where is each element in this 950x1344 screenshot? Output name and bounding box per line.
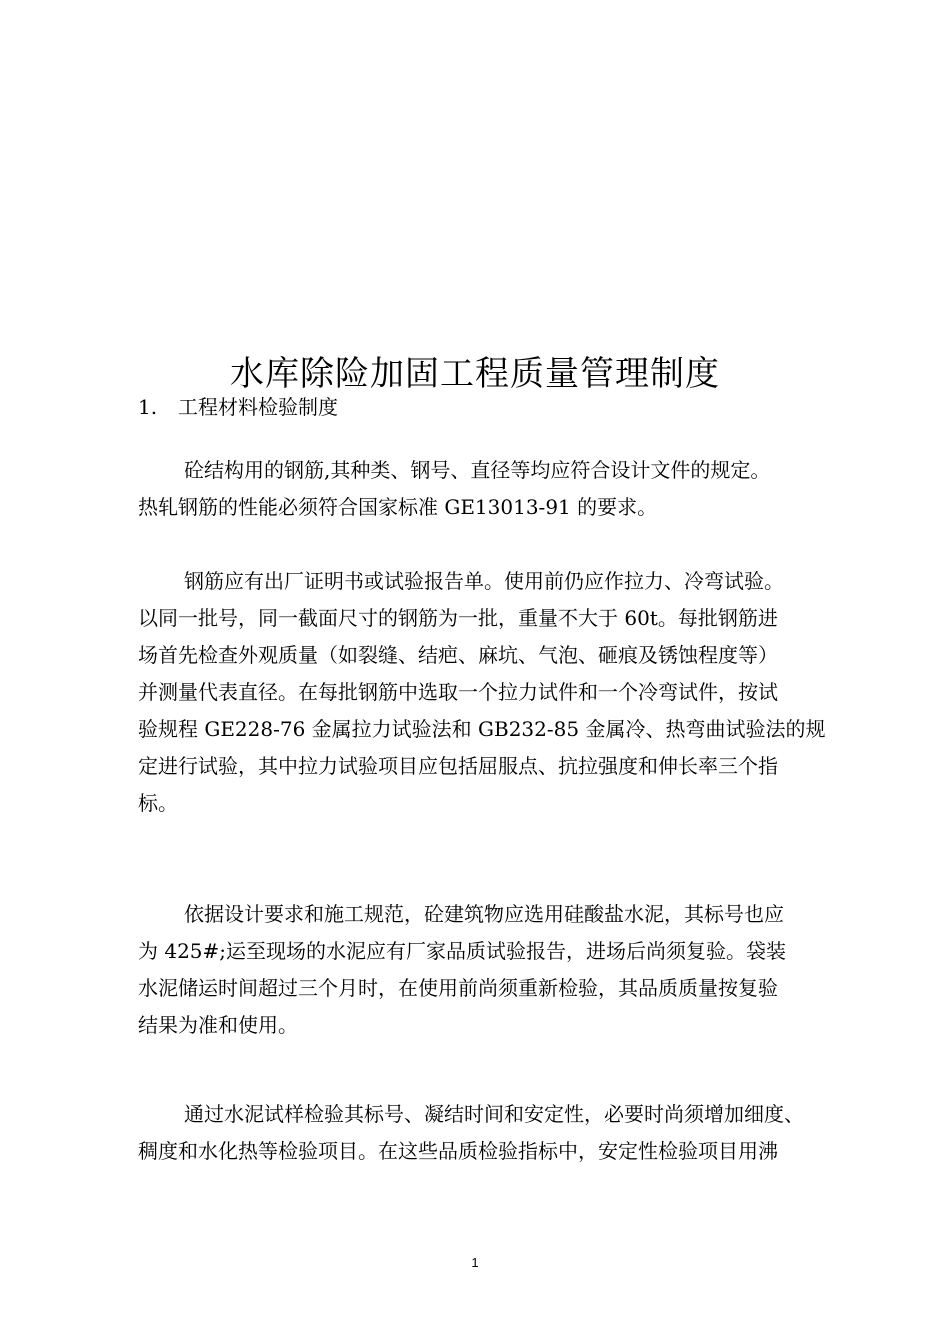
paragraph-line: 定进行试验，其中拉力试验项目应包括屈服点、抗拉强度和伸长率三个指 bbox=[138, 754, 778, 778]
paragraph-4 bbox=[138, 1096, 858, 1170]
paragraph-line: 验规程 GE228-76 金属拉力试验法和 GB232-85 金属冷、热弯曲试验法的规 bbox=[138, 717, 826, 741]
section-heading-text: 工程材料检验制度 bbox=[178, 395, 338, 419]
paragraph-line: 场首先检查外观质量（如裂缝、结疤、麻坑、气泡、砸痕及锈蚀程度等） bbox=[138, 643, 778, 667]
paragraph-line: 热轧钢筋的性能必须符合国家标准 GE13013-91 的要求。 bbox=[138, 495, 658, 519]
paragraph-line: 砼结构用的钢筋,其种类、钢号、直径等均应符合设计文件的规定。 bbox=[184, 458, 771, 482]
section-heading bbox=[138, 393, 338, 421]
paragraph-line: 通过水泥试样检验其标号、凝结时间和安定性，必要时尚须增加细度、 bbox=[184, 1102, 804, 1126]
paragraph-line: 为 425#;运至现场的水泥应有厂家品质试验报告，进场后尚须复验。袋装 bbox=[138, 939, 787, 963]
paragraph-line: 水泥储运时间超过三个月时，在使用前尚须重新检验，其品质质量按复验 bbox=[138, 976, 778, 1000]
paragraph-line: 依据设计要求和施工规范，砼建筑物应选用硅酸盐水泥，其标号也应 bbox=[184, 902, 784, 926]
paragraph-2 bbox=[138, 563, 858, 822]
section-number: 1. bbox=[138, 395, 158, 419]
paragraph-line: 并测量代表直径。在每批钢筋中选取一个拉力试件和一个冷弯试件，按试 bbox=[138, 680, 778, 704]
paragraph-line: 稠度和水化热等检验项目。在这些品质检验指标中，安定性检验项目用沸 bbox=[138, 1139, 778, 1163]
paragraph-3 bbox=[138, 896, 858, 1044]
paragraph-1 bbox=[138, 452, 858, 526]
document-title: 水库除险加固工程质量管理制度 bbox=[230, 354, 720, 394]
paragraph-line: 钢筋应有出厂证明书或试验报告单。使用前仍应作拉力、冷弯试验。 bbox=[184, 569, 784, 593]
paragraph-line: 以同一批号，同一截面尺寸的钢筋为一批，重量不大于 60t。每批钢筋进 bbox=[138, 606, 778, 630]
paragraph-line: 结果为准和使用。 bbox=[138, 1013, 298, 1037]
paragraph-line: 标。 bbox=[138, 791, 178, 815]
page-number: 1 bbox=[471, 1255, 479, 1270]
